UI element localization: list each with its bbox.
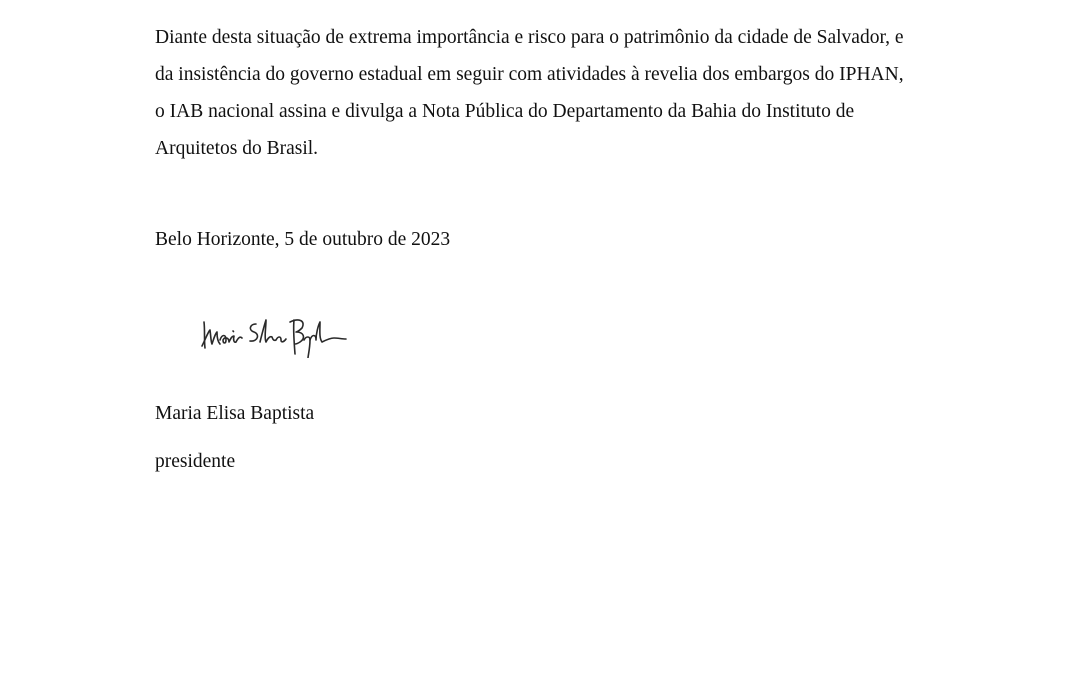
paragraph-line: o IAB nacional assina e divulga a Nota Pública do Departamento da Bahia do Instituto de	[155, 101, 855, 122]
paragraph-line: Arquitetos do Brasil.	[155, 138, 319, 159]
paragraph-line: da insistência do governo estadual em seguir com atividades à revelia dos embargos do IPHAN,	[155, 64, 904, 85]
handwritten-signature-icon	[196, 308, 356, 358]
place-and-date: Belo Horizonte, 5 de outubro de 2023	[155, 229, 451, 250]
signer-name: Maria Elisa Baptista	[155, 403, 315, 424]
signer-role: presidente	[155, 451, 236, 472]
paragraph-line: Diante desta situação de extrema importância e risco para o patrimônio da cidade de Salvador, e	[155, 27, 904, 48]
body-paragraph	[155, 19, 985, 167]
